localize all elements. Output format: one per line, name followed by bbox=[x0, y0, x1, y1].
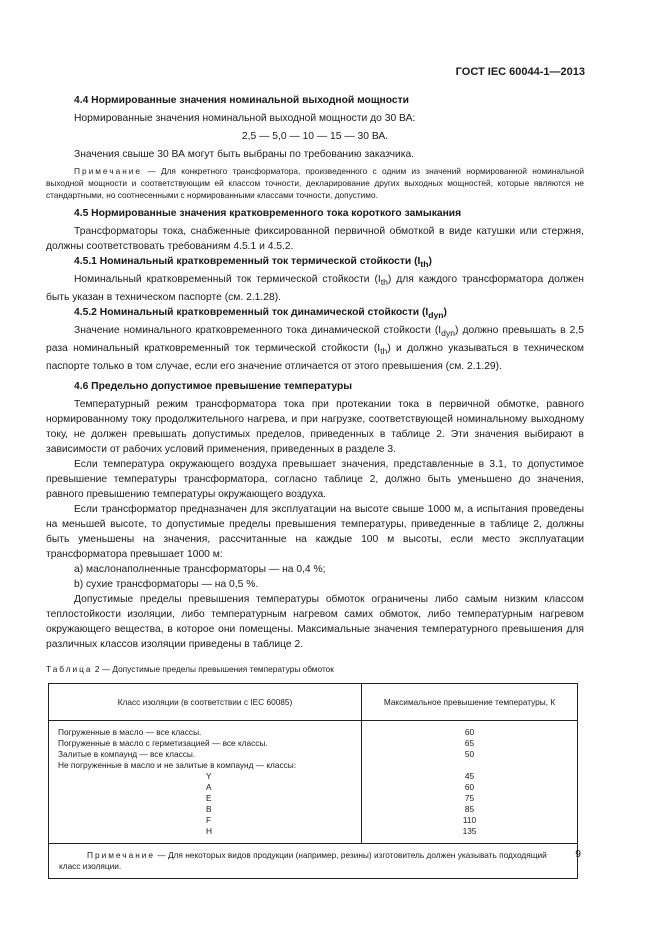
table-class-item: A bbox=[206, 782, 212, 793]
section-4-6-title: 4.6 Предельно допустимое превышение температуры bbox=[74, 381, 353, 393]
table-class-item: F bbox=[206, 815, 212, 826]
table-value-item: 60 bbox=[464, 727, 475, 738]
s452-text-a: Значение номинального кратковременного тока динамической стойкости (I bbox=[74, 325, 442, 337]
table-value-item: 65 bbox=[464, 738, 475, 749]
table-value-item: 75 bbox=[464, 793, 475, 804]
s452-sub-1: dyn bbox=[441, 328, 456, 339]
table-class-item: Погруженные в масло — все классы. bbox=[58, 727, 202, 738]
table-value-item: 60 bbox=[464, 782, 475, 793]
s44-note bbox=[46, 165, 584, 201]
table-note-label: Примечание bbox=[87, 850, 156, 861]
table-caption-text: 2 — Допустимые пределы превышения температуры обмоток bbox=[92, 664, 334, 675]
section-4-5-title: 4.5 Нормированные значения кратковременного тока короткого замыкания bbox=[74, 208, 462, 219]
document-id-header: ГОСТ IEC 60044-1—2013 bbox=[455, 66, 585, 78]
table-header-row bbox=[49, 684, 578, 721]
table-class-item: H bbox=[206, 826, 212, 837]
s452-sub-2: th bbox=[380, 346, 388, 357]
table-value-item: 45 bbox=[464, 771, 475, 782]
page-content bbox=[46, 93, 584, 879]
s452-paragraph bbox=[46, 323, 584, 374]
table-value-item: 110 bbox=[462, 815, 477, 826]
s451-text-a: Номинальный кратковременный ток термической стойкости (I bbox=[74, 274, 381, 286]
table-note-row bbox=[49, 844, 578, 879]
s46-item-a: а) маслонаполненные трансформаторы — на 0,4 %; bbox=[74, 564, 326, 576]
note-label: Примечание bbox=[74, 166, 143, 176]
table-class-item: B bbox=[206, 804, 212, 815]
s44-values: 2,5 — 5,0 — 10 — 15 — 30 ВА. bbox=[241, 131, 389, 142]
s46-paragraph-1: Температурный режим трансформатора тока при протекании тока в первичной обмотке, равного нормированному току продолжительного нагрева, и при нагрузке, соответствующей номинальному выходному току, не должен превышать допустимых пределов, приведенных в таблице 2. Эти значения выбирают в зависимости от рабочих условий применения, приведенных в разделе 3. bbox=[46, 399, 584, 456]
table-class-item: Не погруженные в масло и не залитые в компаунд — классы: bbox=[58, 760, 297, 771]
section-4-5-1-title: 4.5.1 Номинальный кратковременный ток термической стойкости $(I_{th})$ bbox=[74, 256, 432, 270]
section-4-5-2-title: 4.5.2 Номинальный кратковременный ток динамической стойкости $(I_{dyn})$ bbox=[74, 307, 447, 321]
s451-title-sub: th bbox=[420, 259, 429, 270]
table-class-item: Y bbox=[206, 771, 212, 782]
table-class-item: Залитые в компаунд — все классы. bbox=[58, 749, 196, 760]
table-note-cell bbox=[49, 844, 578, 879]
s45-paragraph-1: Трансформаторы тока, снабженные фиксированной первичной обмоткой в виде катушки или стержня, должны соответствовать требованиям 4.5.1 и 4.5.2. bbox=[46, 226, 584, 252]
s451-text-b: ) для каждого трансформатора должен быть указан в техническом паспорте (см. 2.1.28). bbox=[46, 274, 584, 304]
s44-paragraph-1: Нормированные значения номинальной выходной мощности до 30 ВА: bbox=[74, 113, 416, 124]
s452-text-b: ) должно превышать в 2,5 раза номинальный кратковременный ток термической стойкости (I bbox=[46, 325, 585, 355]
table-class-cell bbox=[49, 721, 362, 844]
temperature-rise-table bbox=[48, 683, 578, 879]
table-value-cell bbox=[362, 721, 578, 844]
table-header-max-rise: Максимальное превышение температуры, К bbox=[362, 684, 578, 721]
table-value-item: 50 bbox=[464, 749, 475, 760]
table-caption-label: Таблица bbox=[46, 664, 93, 675]
table-caption bbox=[46, 662, 584, 677]
s451-title-text: 4.5.1 Номинальный кратковременный ток термической стойкости (I bbox=[74, 256, 421, 267]
s452-text-c: ) и должно указываться в техническом паспорте только в том случае, если его значение отличается от этого превышения (см. 2.1.29). bbox=[46, 343, 584, 373]
s452-title-sub: dyn bbox=[428, 310, 444, 321]
table-value-item bbox=[362, 760, 577, 771]
s46-paragraph-4: Допустимые пределы превышения температуры обмоток ограничены либо самым низким классом теплостойкости изоляции, либо температурным нагревом самих обмоток, либо температурным нагревом окружающего вещества, в которое они помещены. Максимальные значения температурного превышения для различных классов изоляции приведены в таблице 2. bbox=[46, 594, 584, 651]
table-value-item: 135 bbox=[462, 826, 477, 837]
s451-paragraph bbox=[46, 272, 584, 305]
table-note-text: — Для некоторых видов продукции (например, резины) изготовитель должен указывать подходящий класс изоляции. bbox=[59, 850, 547, 872]
table-value-item: 85 bbox=[464, 804, 475, 815]
s46-paragraph-3: Если трансформатор предназначен для эксплуатации на высоте свыше 1000 м, а испытания проведены на меньшей высоте, то допустимые пределы превышения температуры, приведенные в таблице 2, должны быть уменьшены на значения, рассчитанные на каждые 100 м высоты, если место эксплуатации трансформатора превышает 1000 м: bbox=[46, 504, 584, 561]
s46-paragraph-2: Если температура окружающего воздуха превышает значения, представленные в 3.1, то допустимое превышение температуры трансформатора, согласно таблице 2, должно быть уменьшено до значения, равного превышению температуры окружающего воздуха. bbox=[46, 459, 584, 501]
page-number: 9 bbox=[575, 849, 581, 860]
s452-title-text: 4.5.2 Номинальный кратковременный ток динамической стойкости (I bbox=[74, 307, 429, 319]
note-text: — Для конкретного трансформатора, произведенного с одним из значений нормированной номинальной выходной мощности и соответствующим ей классом точности, декларирование других выходных мощностей, которые являются не стандартными, но соотнесенными с нормированными классами точности, допустимо. bbox=[46, 166, 584, 200]
s451-sub: th bbox=[380, 277, 388, 288]
table-body-row bbox=[49, 721, 578, 844]
s44-paragraph-2: Значения свыше 30 ВА могут быть выбраны по требованию заказчика. bbox=[74, 149, 415, 160]
table-class-item: Погруженные в масло с герметизацией — все классы. bbox=[58, 738, 268, 749]
table-class-item: E bbox=[206, 793, 212, 804]
section-4-4-title: 4.4 Нормированные значения номинальной выходной мощности bbox=[74, 95, 410, 106]
s46-item-b: b) сухие трансформаторы — на 0,5 %. bbox=[74, 579, 259, 591]
table-header-class: Класс изоляции (в соответствии с IEC 60085) bbox=[49, 684, 362, 721]
